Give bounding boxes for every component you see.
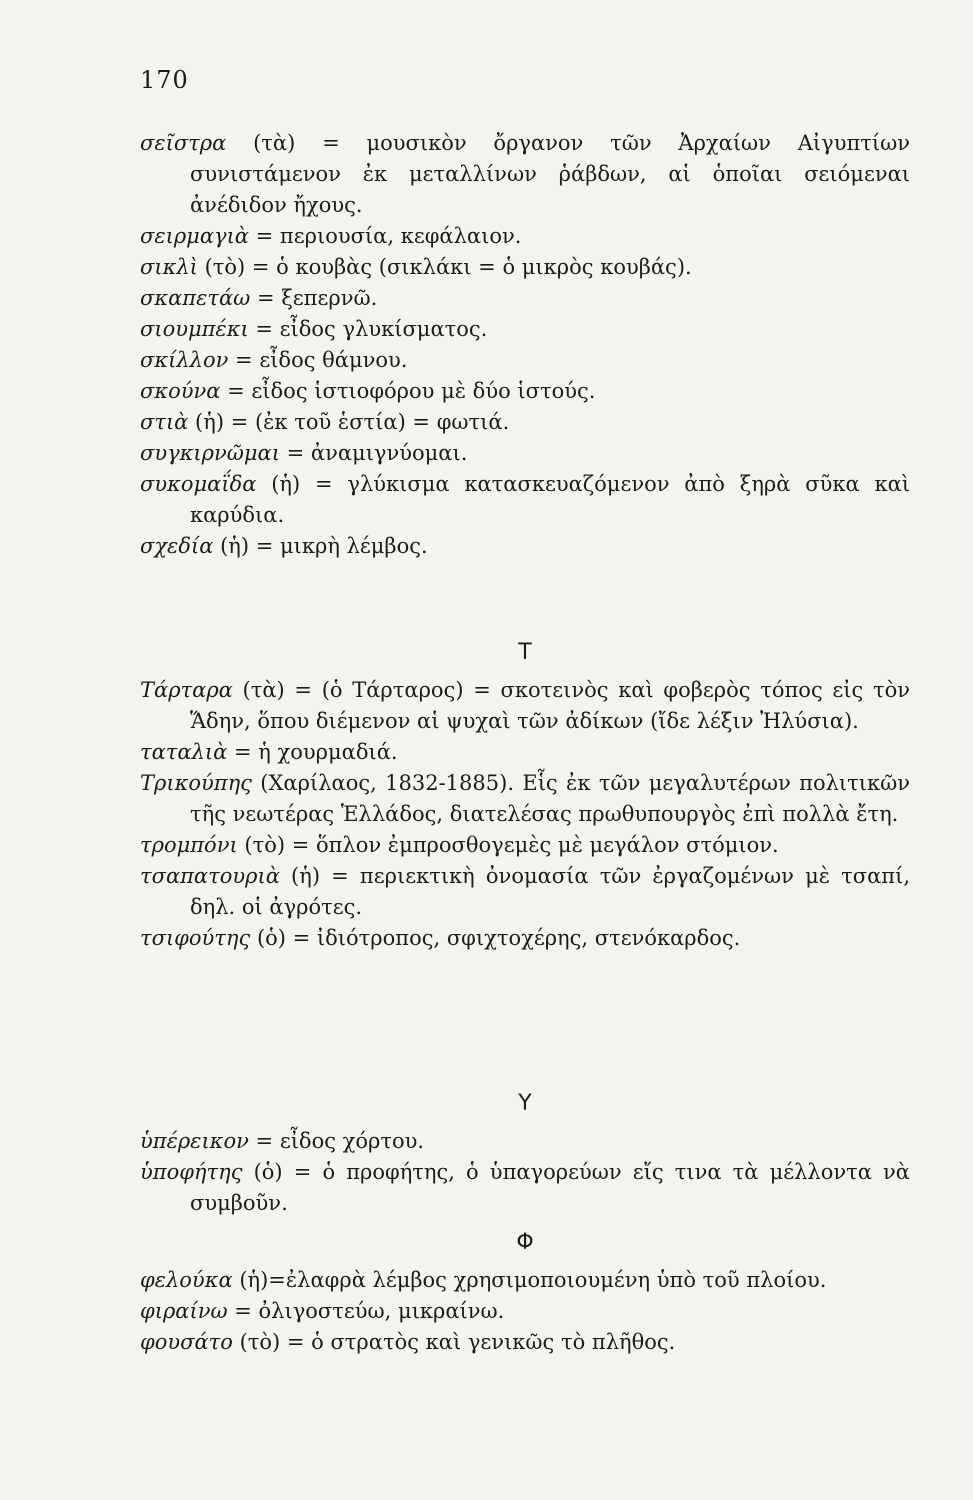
section-letter-heading: Υ xyxy=(518,1091,532,1116)
glossary-entry xyxy=(140,407,910,438)
entry-definition: (ἡ) = μικρὴ λέμβος. xyxy=(213,534,428,558)
section-letter-heading: Τ xyxy=(518,640,532,665)
entry-lemma: ὑπέρεικον xyxy=(140,1129,249,1153)
entry-definition: (τὸ) = ὅπλον ἐμπροσθογεμὲς μὲ μεγάλον στόμιον. xyxy=(237,833,779,857)
entry-definition: (ὁ) = ἰδιότροπος, σφιχτοχέρης, στενόκαρδος. xyxy=(250,926,741,950)
entry-definition: (τὸ) = ὁ στρατὸς καὶ γενικῶς τὸ πλῆθος. xyxy=(232,1330,676,1354)
glossary-entry xyxy=(140,469,910,531)
entry-definition: = ξεπερνῶ. xyxy=(250,286,378,310)
glossary-entry xyxy=(140,283,910,314)
entry-lemma: σκούνα xyxy=(140,379,221,403)
entry-lemma: συγκιρνῶμαι xyxy=(140,441,280,465)
entry-definition: = περιουσία, κεφάλαιον. xyxy=(248,224,522,248)
glossary-entry xyxy=(140,221,910,252)
entry-definition: = εἶδος χόρτου. xyxy=(248,1129,425,1153)
entry-definition: (τὰ) = μουσικὸν ὄργανον τῶν Ἀρχαίων Αἰγυπτίων συνιστάμενον ἐκ μεταλλίνων ῥάβδων, αἱ ὁποῖαι σειόμεναι ἀνέδιδον ἤχους. xyxy=(190,131,910,217)
glossary-entry xyxy=(140,376,910,407)
glossary-entry xyxy=(140,737,910,768)
glossary-entry xyxy=(140,314,910,345)
entry-lemma: σικλὶ xyxy=(140,255,198,279)
entry-lemma: συκομαΐδα xyxy=(140,472,257,496)
glossary-entry xyxy=(140,252,910,283)
glossary-entry xyxy=(140,1157,910,1219)
entry-definition: = εἶδος γλυκίσματος. xyxy=(248,317,488,341)
page-number: 170 xyxy=(140,66,189,94)
entry-lemma: σχεδία xyxy=(140,534,214,558)
entry-definition: (ὁ) = ὁ προφήτης, ὁ ὑπαγορεύων εἴς τινα τὰ μέλλοντα νὰ συμβοῦν. xyxy=(190,1160,910,1215)
entry-definition: (ἡ) = περιεκτικὴ ὀνομασία τῶν ἐργαζομένων μὲ τσαπί, δηλ. οἱ ἀγρότες. xyxy=(190,864,910,919)
entry-lemma: σκαπετάω xyxy=(140,286,251,310)
entry-definition: (τὰ) = (ὁ Τάρταρος) = σκοτεινὸς καὶ φοβερὸς τόπος εἰς τὸν Ἅδην, ὅπου διέμενον αἱ ψυχαὶ τῶν ἀδίκων (ἴδε λέξιν Ἠλύσια). xyxy=(190,678,910,733)
entry-group-phi xyxy=(140,1221,910,1358)
entry-lemma: φελούκα xyxy=(140,1268,233,1292)
entry-definition: (ἡ) = γλύκισμα κατασκευαζόμενον ἀπὸ ξηρὰ σῦκα καὶ καρύδια. xyxy=(190,472,910,527)
entry-group-sigma xyxy=(140,128,910,562)
glossary-entry xyxy=(140,1327,910,1358)
entry-lemma: σειρμαγιὰ xyxy=(140,224,249,248)
entry-definition: (Χαρίλαος, 1832-1885). Εἷς ἐκ τῶν μεγαλυτέρων πολιτικῶν τῆς νεωτέρας Ἑλλάδος, διατελέσας πρωθυπουργὸς ἐπὶ πολλὰ ἔτη. xyxy=(190,771,910,826)
entry-group-upsilon xyxy=(140,1082,910,1219)
entry-definition: (τὸ) = ὁ κουβὰς (σικλάκι = ὁ μικρὸς κουβάς). xyxy=(197,255,692,279)
entry-definition: = εἶδος ἱστιοφόρου μὲ δύο ἱστούς. xyxy=(220,379,596,403)
entry-definition: (ἡ) = (ἐκ τοῦ ἑστία) = φωτιά. xyxy=(188,410,510,434)
entry-lemma: τσαπατουριὰ xyxy=(140,864,280,888)
entry-lemma: Τάρταρα xyxy=(140,678,233,702)
glossary-entry xyxy=(140,1126,910,1157)
entry-lemma: τρομπόνι xyxy=(140,833,238,857)
glossary-entry xyxy=(140,1265,910,1296)
entry-lemma: ταταλιὰ xyxy=(140,740,228,764)
glossary-entry xyxy=(140,830,910,861)
entry-lemma: τσιφούτης xyxy=(140,926,251,950)
entry-lemma: φιραίνω xyxy=(140,1299,228,1323)
entry-definition: = ἀναμιγνύομαι. xyxy=(279,441,468,465)
entry-lemma: ὑποφήτης xyxy=(140,1160,243,1184)
entry-lemma: φουσάτο xyxy=(140,1330,233,1354)
section-letter-heading: Φ xyxy=(516,1230,534,1255)
glossary-entry xyxy=(140,923,910,954)
glossary-entry xyxy=(140,345,910,376)
glossary-entry xyxy=(140,675,910,737)
entry-lemma: σκίλλον xyxy=(140,348,229,372)
entry-group-tau xyxy=(140,631,910,954)
entry-definition: = ὀλιγοστεύω, μικραίνω. xyxy=(227,1299,505,1323)
glossary-entry xyxy=(140,531,910,562)
entry-definition: (ἡ)=ἐλαφρὰ λέμβος χρησιμοποιουμένη ὑπὸ τοῦ πλοίου. xyxy=(232,1268,827,1292)
entry-definition: = εἶδος θάμνου. xyxy=(228,348,408,372)
glossary-entry xyxy=(140,861,910,923)
glossary-entry xyxy=(140,768,910,830)
entry-definition: = ἡ χουρμαδιά. xyxy=(227,740,398,764)
entry-lemma: σιουμπέκι xyxy=(140,317,249,341)
entry-lemma: Τρικούπης xyxy=(140,771,252,795)
entry-lemma: σεῖστρα xyxy=(140,131,227,155)
glossary-entry xyxy=(140,1296,910,1327)
glossary-entry xyxy=(140,438,910,469)
entry-lemma: στιὰ xyxy=(140,410,189,434)
glossary-entry xyxy=(140,128,910,221)
